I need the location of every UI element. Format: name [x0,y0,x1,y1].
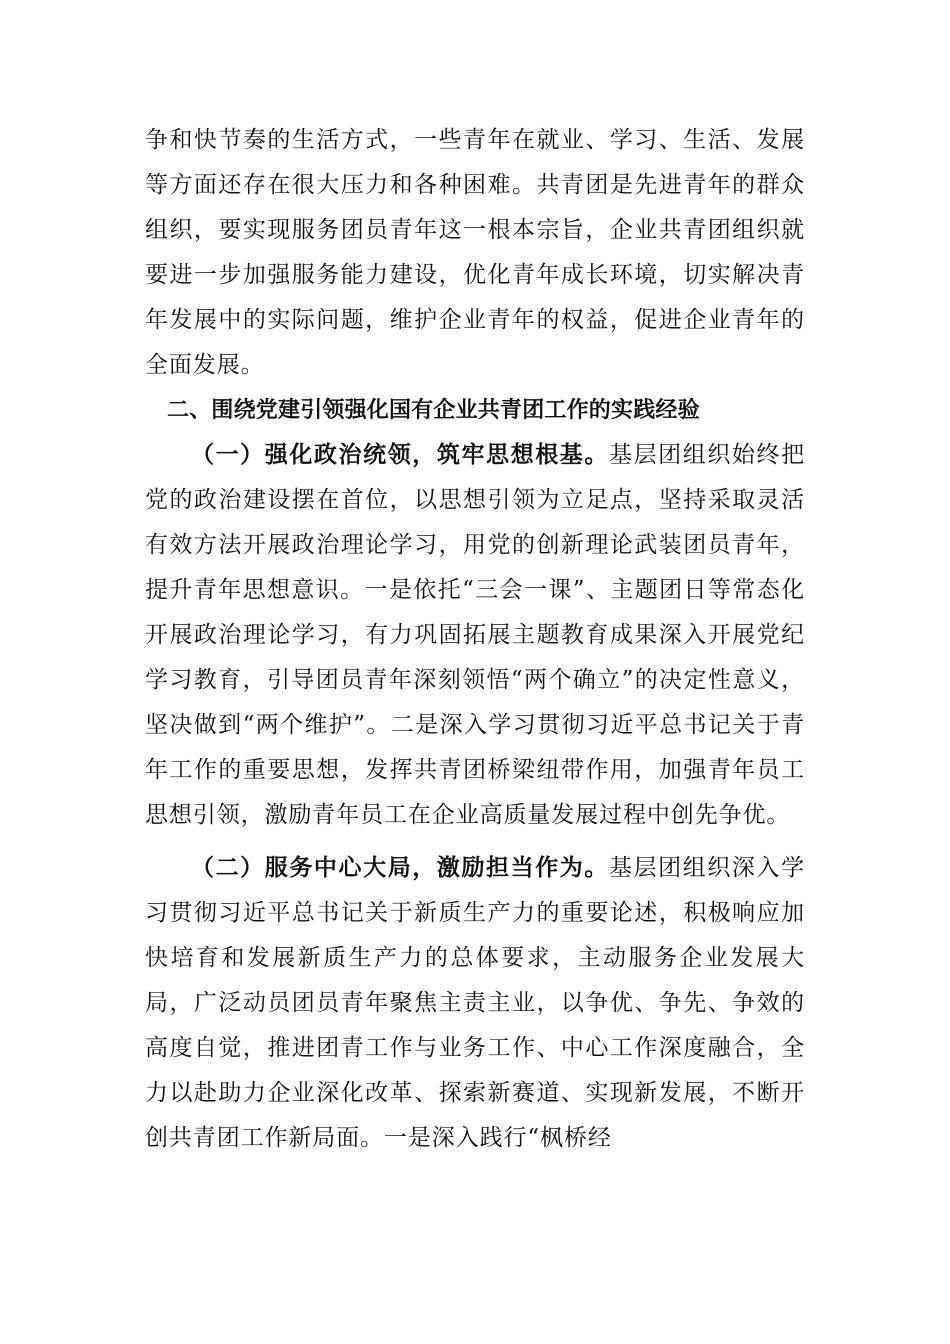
document-page [145,118,805,1161]
paragraph-continuation: 争和快节奏的生活方式，一些青年在就业、学习、生活、发展等方面还存在很大压力和各种困难。共青团是先进青年的群众组织，要实现服务团员青年这一根本宗旨，企业共青团组织就要进一步加强服务能力建设，优化青年成长环境，切实解决青年发展中的实际问题，维护企业青年的权益，促进企业青年的全面发展。 [145,127,805,378]
subsection-2-paragraph [145,846,805,1161]
subsection-2-body: 基层团组织深入学习贯彻习近平总书记关于新质生产力的重要论述，积极响应加快培育和发展新质生产力的总体要求，主动服务企业发展大局，广泛动员团员青年聚焦主责主业，以争优、争先、争效的高度自觉，推进团青工作与业务工作、中心工作深度融合，全力以赴助力企业深化改革、探索新赛道、实现新发展，不断开创共青团工作新局面。一是深入践行“枫桥经 [145,855,805,1151]
subsection-1-paragraph [145,433,805,838]
paragraph-gap [145,838,805,846]
subsection-2-lead: （二）服务中心大局，激励担当作为。 [191,855,609,881]
subsection-1-lead: （一）强化政治统领，筑牢思想根基。 [191,442,609,468]
section-heading-2: 二、围绕党建引领强化国有企业共青团工作的实践经验 [167,398,700,423]
subsection-1-body: 基层团组织始终把党的政治建设摆在首位，以思想引领为立足点，坚持采取灵活有效方法开展政治理论学习，用党的创新理论武装团员青年，提升青年思想意识。一是依托“三会一课”、主题团日等常态化开展政治理论学习，有力巩固拓展主题教育成果深入开展党纪学习教育，引导团员青年深刻领悟“两个确立”的决定性意义，坚决做到“两个维护”。二是深入学习贯彻习近平总书记关于青年工作的重要思想，发挥共青团桥梁纽带作用，加强青年员工思想引领，激励青年员工在企业高质量发展过程中创先争优。 [145,442,805,828]
